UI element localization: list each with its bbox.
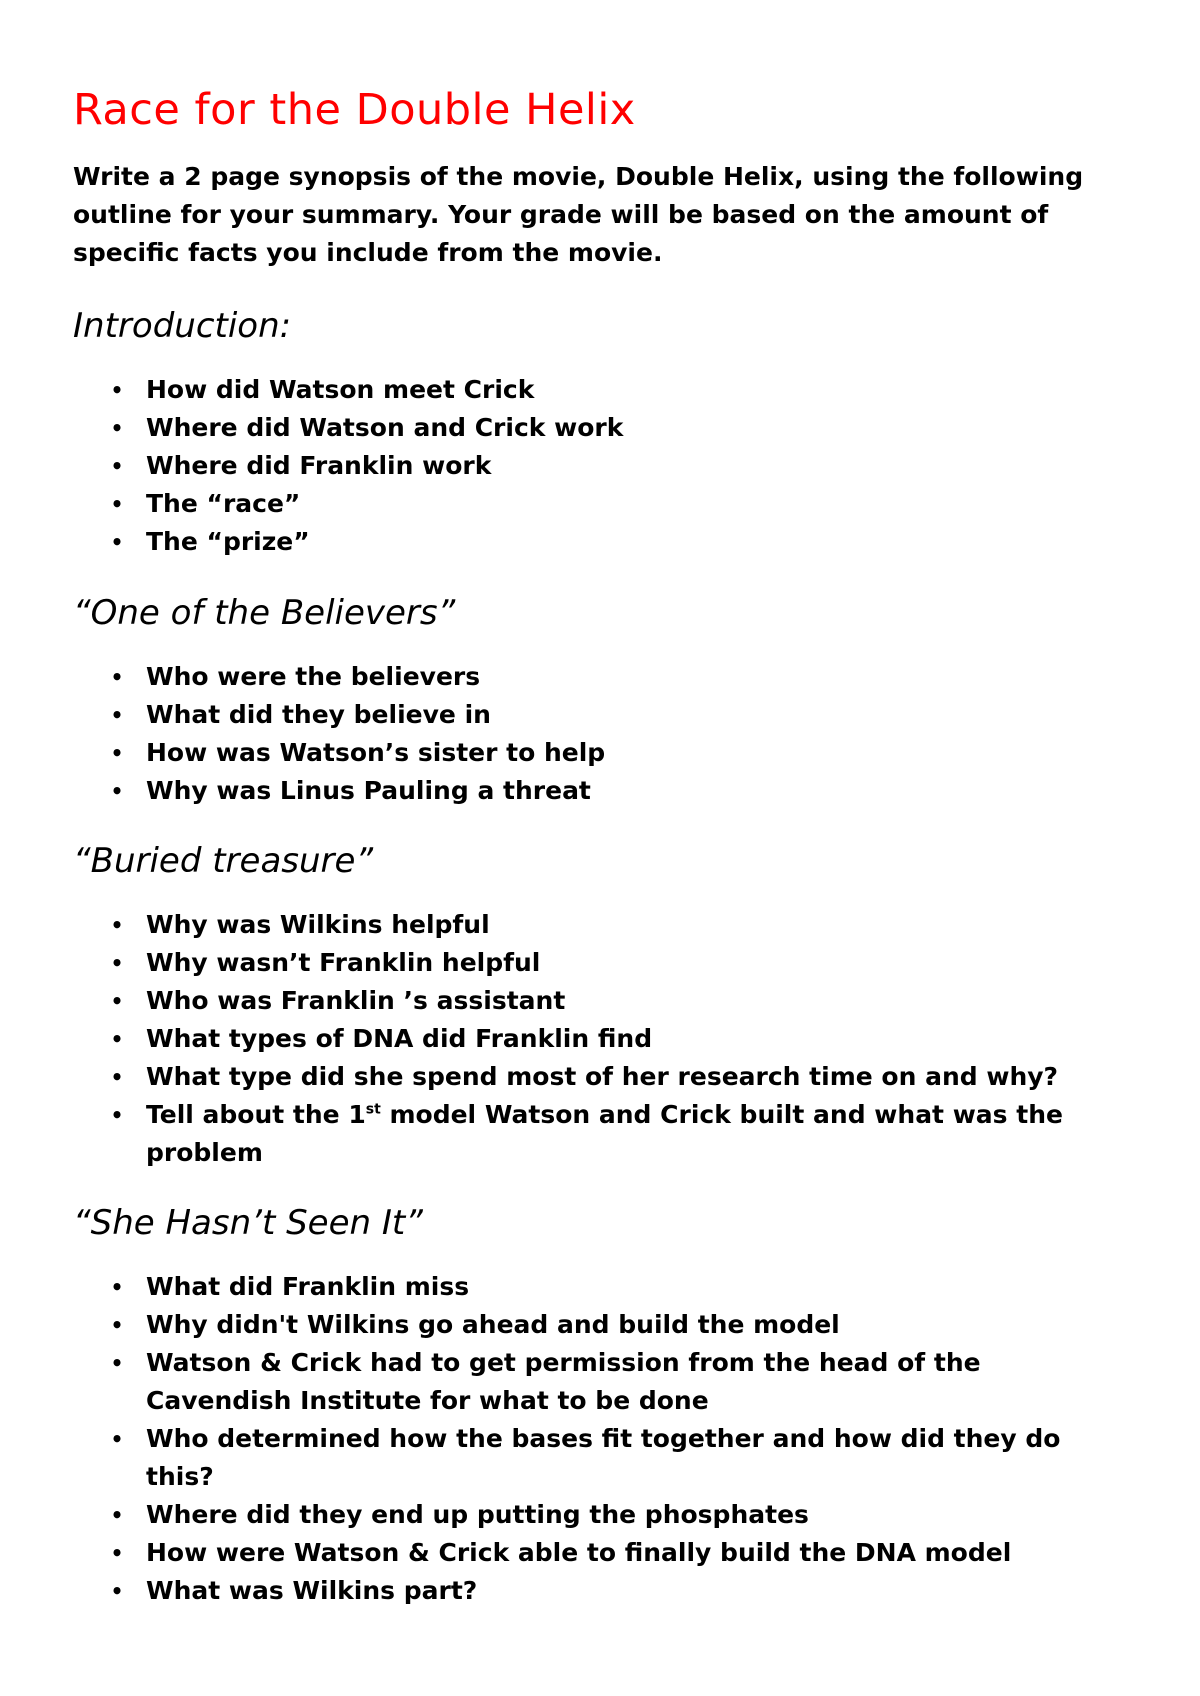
bullet-icon: • <box>110 1541 124 1565</box>
list-item-text-before: Tell about the 1 <box>146 1100 366 1129</box>
bullet-icon: • <box>110 1427 124 1451</box>
bullet-icon: • <box>110 703 124 727</box>
list-item-text: How did Watson meet Crick <box>146 375 535 404</box>
list-item <box>73 1420 1133 1496</box>
list-item <box>73 1572 1133 1610</box>
bullet-icon: • <box>110 492 124 516</box>
bullet-icon: • <box>110 1313 124 1337</box>
page-title: Race for the Double Helix <box>73 85 636 135</box>
list-item-text: Where did Watson and Crick work <box>146 413 624 442</box>
worksheet-page <box>73 80 1133 1610</box>
list-item <box>73 772 1133 810</box>
list-item-text: Why wasn’t Franklin helpful <box>146 948 541 977</box>
list-item <box>73 1096 1133 1172</box>
bullet-icon: • <box>110 665 124 689</box>
bullet-icon: • <box>110 989 124 1013</box>
list-item <box>73 1344 1133 1420</box>
bullet-icon: • <box>110 913 124 937</box>
section-heading-buried-treasure: “Buried treasure” <box>73 841 374 881</box>
list-item-text: What did Franklin miss <box>146 1272 470 1301</box>
list-item <box>73 371 1133 409</box>
list-item <box>73 1496 1133 1534</box>
list-item <box>73 447 1133 485</box>
bullet-icon: • <box>110 530 124 554</box>
list-item-text: What types of DNA did Franklin find <box>146 1024 653 1053</box>
list-item-text: How was Watson’s sister to help <box>146 738 606 767</box>
list-item-text: Who were the believers <box>146 662 481 691</box>
bullet-icon: • <box>110 1027 124 1051</box>
bullet-icon: • <box>110 378 124 402</box>
section-list-buried-treasure <box>73 906 1133 1172</box>
list-item-text: What type did she spend most of her research time on and why? <box>146 1062 1059 1091</box>
list-item <box>73 1020 1133 1058</box>
list-item-text: How were Watson & Crick able to finally build the DNA model <box>146 1538 1012 1567</box>
section-list-she-hasnt-seen-it <box>73 1268 1133 1610</box>
bullet-icon: • <box>110 1351 124 1375</box>
list-item-text: Why was Linus Pauling a threat <box>146 776 591 805</box>
list-item-text: Where did they end up putting the phosphates <box>146 1500 809 1529</box>
list-item-text: What did they believe in <box>146 700 491 729</box>
bullet-icon: • <box>110 1103 124 1127</box>
list-item <box>73 1058 1133 1096</box>
list-item <box>73 658 1133 696</box>
list-item-text: The “prize” <box>146 527 310 556</box>
section-list-introduction <box>73 371 1133 561</box>
list-item-text: Who determined how the bases fit together and how did they do this? <box>146 1424 1061 1491</box>
ordinal-superscript: st <box>365 1101 381 1118</box>
list-item <box>73 485 1133 523</box>
list-item-text: What was Wilkins part? <box>146 1576 478 1605</box>
list-item <box>73 1268 1133 1306</box>
list-item <box>73 409 1133 447</box>
section-heading-she-hasnt-seen-it: “She Hasn’t Seen It” <box>73 1203 423 1243</box>
list-item-text: Why didn't Wilkins go ahead and build the model <box>146 1310 840 1339</box>
bullet-icon: • <box>110 416 124 440</box>
list-item <box>73 696 1133 734</box>
list-item-text: The “race” <box>146 489 301 518</box>
bullet-icon: • <box>110 1503 124 1527</box>
list-item <box>73 982 1133 1020</box>
section-heading-introduction: Introduction: <box>73 306 292 346</box>
list-item-text-after: model Watson and Crick built and what was the problem <box>146 1100 1063 1167</box>
bullet-icon: • <box>110 1275 124 1299</box>
bullet-icon: • <box>110 951 124 975</box>
list-item <box>73 1306 1133 1344</box>
bullet-icon: • <box>110 1579 124 1603</box>
section-heading-believers: “One of the Believers” <box>73 593 456 633</box>
instructions-paragraph: Write a 2 page synopsis of the movie, Double Helix, using the following outline for your summary. Your grade will be based on the amount of specific facts you include from the movie. <box>73 162 1084 267</box>
list-item-text: Who was Franklin ’s assistant <box>146 986 566 1015</box>
bullet-icon: • <box>110 454 124 478</box>
list-item <box>73 1534 1133 1572</box>
list-item-text: Where did Franklin work <box>146 451 492 480</box>
list-item <box>73 734 1133 772</box>
section-list-believers <box>73 658 1133 810</box>
bullet-icon: • <box>110 741 124 765</box>
list-item-text: Why was Wilkins helpful <box>146 910 490 939</box>
bullet-icon: • <box>110 779 124 803</box>
list-item <box>73 906 1133 944</box>
list-item <box>73 944 1133 982</box>
list-item-text: Watson & Crick had to get permission from the head of the Cavendish Institute for what to be done <box>146 1348 981 1415</box>
bullet-icon: • <box>110 1065 124 1089</box>
list-item <box>73 523 1133 561</box>
